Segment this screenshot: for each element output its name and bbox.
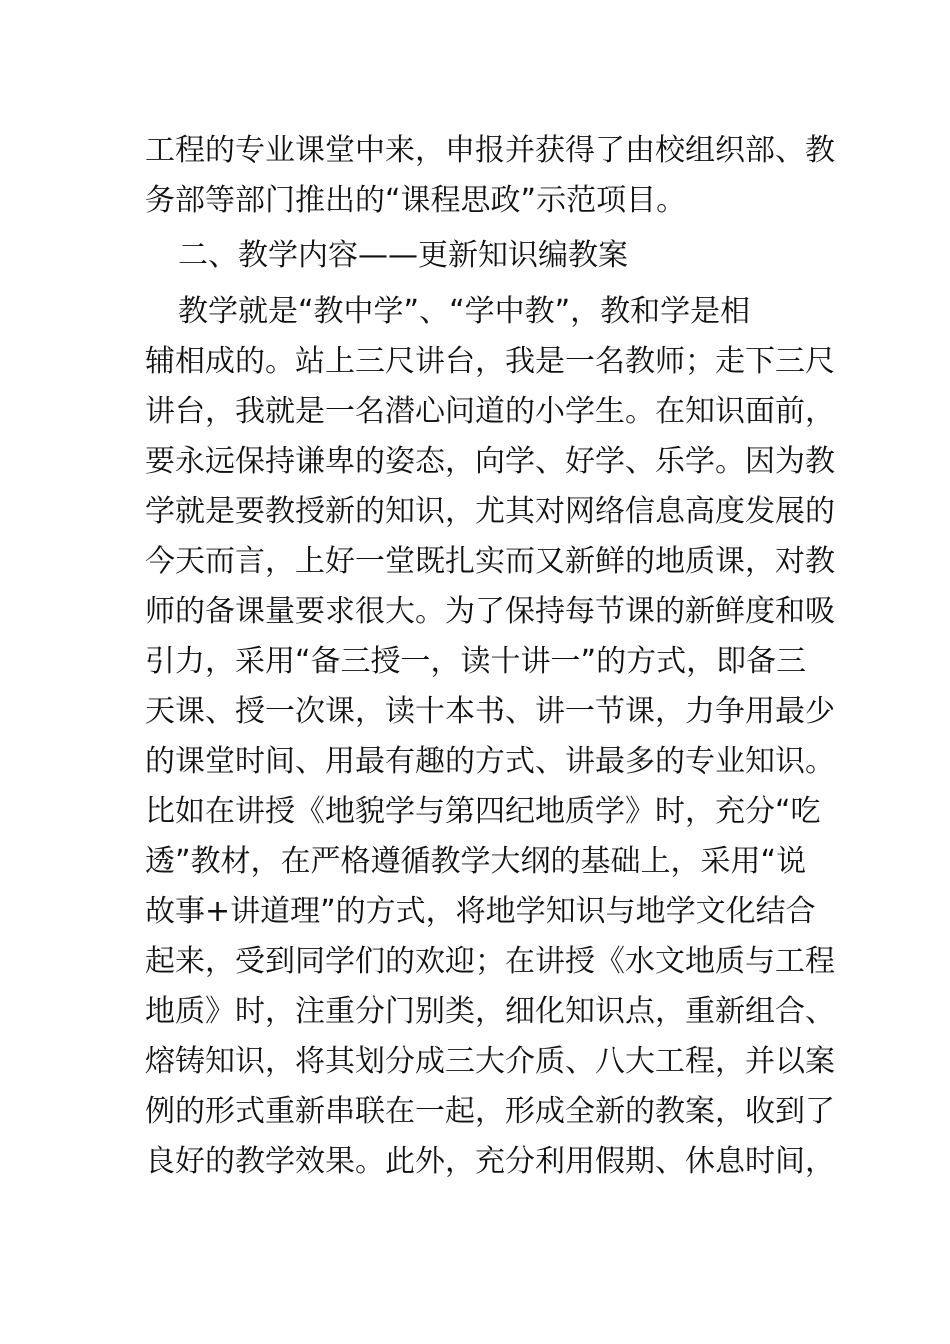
text-line-5: 辅相成的。站上三尺讲台，我是一名教师；走下三尺: [145, 344, 835, 379]
text-line-20: 例的形式重新串联在一起，形成全新的教案，收到了: [145, 1094, 835, 1129]
text-line-10: 师的备课量要求很大。为了保持每节课的新鲜度和吸: [145, 594, 835, 629]
text-line-21: 良好的教学效果。此外，充分利用假期、休息时间，: [145, 1144, 835, 1179]
text-line-11: 引力，采用“备三授一，读十讲一”的方式，即备三: [145, 644, 807, 679]
text-line-8: 学就是要教授新的知识，尤其对网络信息高度发展的: [145, 494, 835, 529]
section-heading: 二、教学内容——更新知识编教案: [178, 238, 628, 273]
text-line-9: 今天而言，上好一堂既扎实而又新鲜的地质课，对教: [145, 544, 835, 579]
text-line-6: 讲台，我就是一名潜心问道的小学生。在知识面前，: [145, 394, 835, 429]
text-line-13: 的课堂时间、用最有趣的方式、讲最多的专业知识。: [145, 744, 835, 779]
text-line-7: 要永远保持谦卑的姿态，向学、好学、乐学。因为教: [145, 444, 835, 479]
text-line-15: 透”教材，在严格遵循教学大纲的基础上，采用“说: [145, 844, 807, 879]
text-line-1: 工程的专业课堂中来，申报并获得了由校组织部、教: [145, 133, 835, 168]
text-line-4: 教学就是“教中学”、“学中教”，教和学是相: [178, 294, 751, 329]
text-line-18: 地质》时，注重分门别类，细化知识点，重新组合、: [145, 994, 835, 1029]
text-line-17: 起来，受到同学们的欢迎；在讲授《水文地质与工程: [145, 944, 835, 979]
text-line-2: 务部等部门推出的“课程思政”示范项目。: [145, 183, 687, 218]
text-line-12: 天课、授一次课，读十本书、讲一节课，力争用最少: [145, 694, 835, 729]
text-line-16: 故事+讲道理”的方式，将地学知识与地学文化结合: [145, 894, 816, 929]
text-line-14: 比如在讲授《地貌学与第四纪地质学》时，充分“吃: [145, 794, 821, 829]
text-line-19: 熔铸知识，将其划分成三大介质、八大工程，并以案: [145, 1044, 835, 1079]
